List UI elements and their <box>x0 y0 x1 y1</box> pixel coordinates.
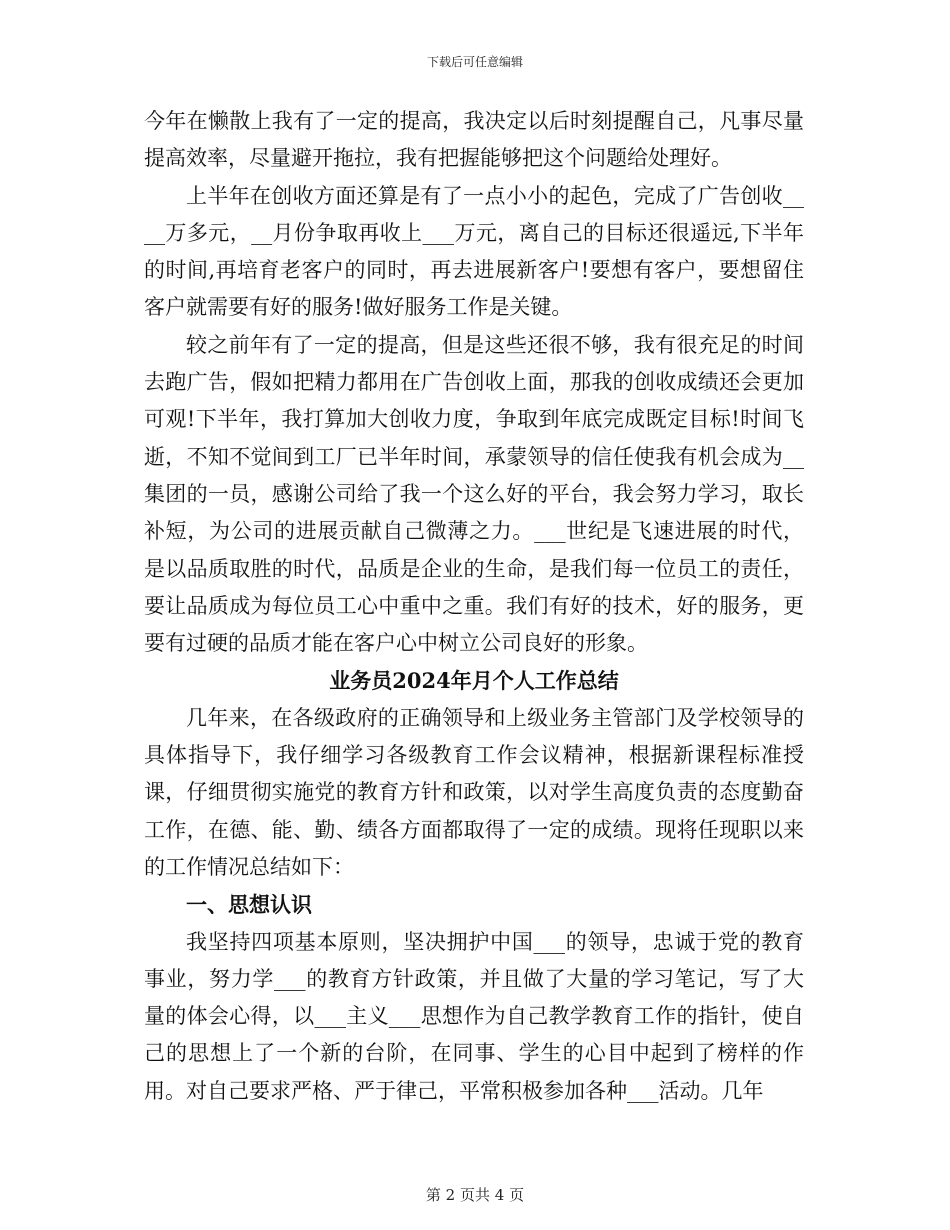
section-title: 业务员2024年月个人工作总结 <box>329 668 619 694</box>
paragraph-2: 上半年在创收方面还算是有了一点小小的起色，完成了广告创收____万多元，__月份争取再收上___万元，离自己的目标还很遥远,下半年的时间,再培育老客户的同时，再去进展新客户!要想有客户，要想留住客户就需要有好的服务!做好服务工作是关键。 <box>144 183 804 320</box>
document-body <box>144 103 804 1110</box>
page-header: 下载后可任意编辑 <box>426 55 523 69</box>
page-footer: 第 2 页共 4 页 <box>425 1186 525 1204</box>
paragraph-5: 我坚持四项基本原则，坚决拥护中国___的领导，忠诚于党的教育事业，努力学___的教育方针政策，并且做了大量的学习笔记，写了大量的体会心得，以___主义___思想作为自己教学教育工作的指针，使自己的思想上了一个新的台阶，在同事、学生的心目中起到了榜样的作用。对自己要求严格、严于律己，平常积极参加各种___活动。几年 <box>144 929 804 1103</box>
subheading-thought: 一、思想认识 <box>186 892 312 918</box>
paragraph-1: 今年在懒散上我有了一定的提高，我决定以后时刻提醒自己，凡事尽量提高效率，尽量避开拖拉，我有把握能够把这个问题给处理好。 <box>144 109 804 171</box>
paragraph-4: 几年来，在各级政府的正确领导和上级业务主管部门及学校领导的具体指导下，我仔细学习各级教育工作会议精神，根据新课程标准授课，仔细贯彻实施党的教育方针和政策，以对学生高度负责的态度勤奋工作，在德、能、勤、绩各方面都取得了一定的成绩。现将任现职以来的工作情况总结如下： <box>144 705 804 879</box>
paragraph-3: 较之前年有了一定的提高，但是这些还很不够，我有很充足的时间去跑广告，假如把精力都用在广告创收上面，那我的创收成绩还会更加可观!下半年，我打算加大创收力度，争取到年底完成既定目标!时间飞逝，不知不觉间到工厂已半年时间，承蒙领导的信任使我有机会成为__集团的一员，感谢公司给了我一个这么好的平台，我会努力学习，取长补短，为公司的进展贡献自己微薄之力。___世纪是飞速进展的时代，是以品质取胜的时代，品质是企业的生命，是我们每一位员工的责任，要让品质成为每位员工心中重中之重。我们有好的技术，好的服务，更要有过硬的品质才能在客户心中树立公司良好的形象。 <box>144 332 804 656</box>
